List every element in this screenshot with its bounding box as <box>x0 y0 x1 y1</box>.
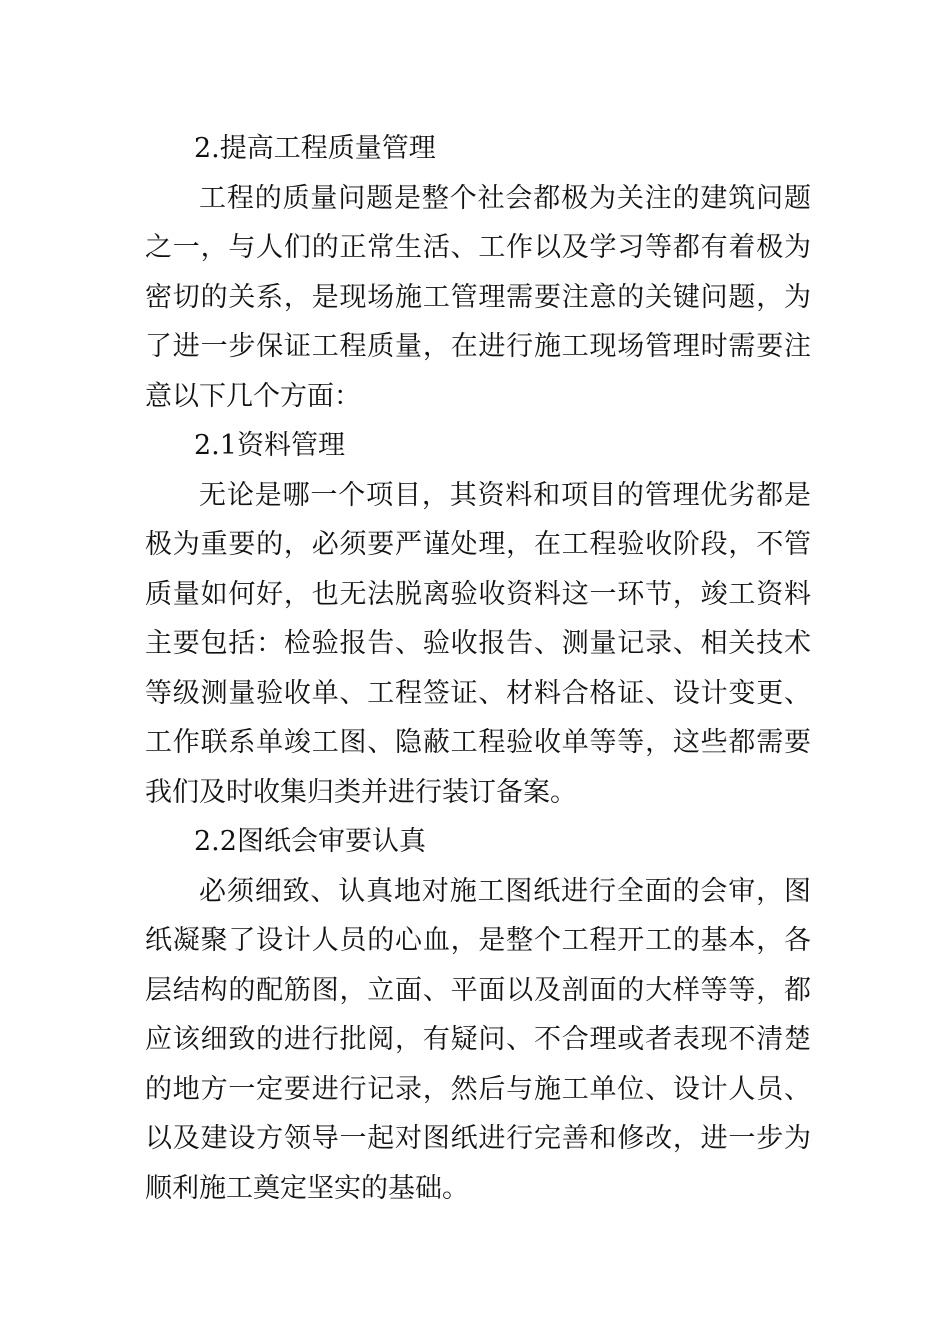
paragraph-quality-intro: 工程的质量问题是整个社会都极为关注的建筑问题之一，与人们的正常生活、工作以及学习等都有着极为密切的关系，是现场施工管理需要注意的关键问题，为了进一步保证工程质量，在进行施工现场管理时需要注意以下几个方面： <box>145 182 811 412</box>
section-heading-2: 2.提高工程质量管理 <box>194 133 436 164</box>
section-heading-2-1: 2.1资料管理 <box>194 430 345 461</box>
paragraph-drawing-review: 必须细致、认真地对施工图纸进行全面的会审，图纸凝聚了设计人员的心血，是整个工程开工的基本，各层结构的配筋图，立面、平面以及剖面的大样等等，都应该细致的进行批阅，有疑问、不合理或者表现不清楚的地方一定要进行记录，然后与施工单位、设计人员、以及建设方领导一起对图纸进行完善和修改，进一步为顺利施工奠定坚实的基础。 <box>145 875 811 1204</box>
paragraph-document-management: 无论是哪一个项目，其资料和项目的管理优劣都是极为重要的，必须要严谨处理，在工程验收阶段，不管质量如何好，也无法脱离验收资料这一环节，竣工资料主要包括：检验报告、验收报告、测量记录、相关技术等级测量验收单、工程签证、材料合格证、设计变更、工作联系单竣工图、隐蔽工程验收单等等，这些都需要我们及时收集归类并进行装订备案。 <box>145 479 811 808</box>
section-heading-2-2: 2.2图纸会审要认真 <box>194 826 426 857</box>
document-body <box>145 124 811 1213</box>
